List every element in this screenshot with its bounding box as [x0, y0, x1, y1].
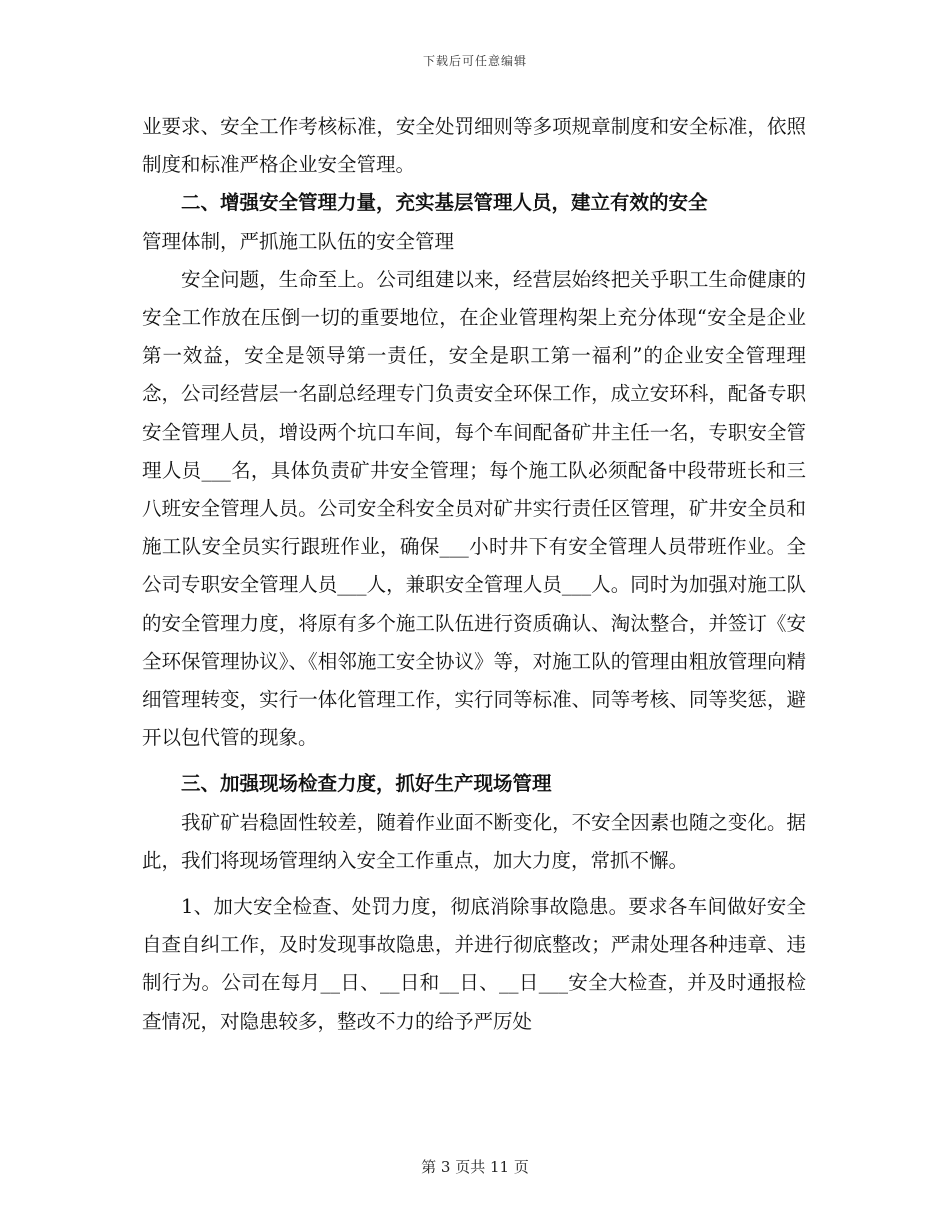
- section-heading-2-continuation: 管理体制，严抓施工队伍的安全管理: [142, 229, 455, 253]
- page-header: 下载后可任意编辑: [422, 54, 527, 68]
- document-body: [142, 108, 806, 1041]
- section-heading-3: 三、加强现场检查力度，抓好生产现场管理: [181, 772, 552, 796]
- paragraph-site-conditions: 我矿矿岩稳固性较差，随着作业面不断变化，不安全因素也随之变化。据此，我们将现场管理纳入安全工作重点，加大力度，常抓不懈。: [142, 810, 806, 872]
- paragraph-safety-management: 安全问题，生命至上。公司组建以来，经营层始终把关乎职工生命健康的安全工作放在压倒一切的重要地位，在企业管理构架上充分体现“安全是企业第一效益，安全是领导第一责任，安全是职工第一福利”的企业安全管理理念，公司经营层一名副总经理专门负责安全环保工作，成立安环科，配备专职安全管理人员，增设两个坑口车间，每个车间配备矿井主任一名，专职安全管理人员___名，具体负责矿井安全管理；每个施工队必须配备中段带班长和三八班安全管理人员。公司安全科安全员对矿井实行责任区管理，矿井安全员和施工队安全员实行跟班作业，确保___小时井下有安全管理人员带班作业。全公司专职安全管理人员___人，兼职安全管理人员___人。同时为加强对施工队的安全管理力度，将原有多个施工队伍进行资质确认、淘汰整合，并签订《安全环保管理协议》、《相邻施工安全协议》等，对施工队的管理由粗放管理向精细管理转变，实行一体化管理工作，实行同等标准、同等考核、同等奖惩，避开以包代管的现象。: [142, 267, 806, 750]
- paragraph-inspection-item-1: 1、加大安全检查、处罚力度，彻底消除事故隐患。要求各车间做好安全自查自纠工作，及时发现事故隐患，并进行彻底整改；严肃处理各种违章、违制行为。公司在每月__日、__日和__日、__日___安全大检查，并及时通报检查情况，对隐患较多，整改不力的给予严厉处: [142, 895, 806, 1033]
- section-heading-2: 二、增强安全管理力量，充实基层管理人员，建立有效的安全: [181, 191, 708, 215]
- page-footer: 第 3 页共 11 页: [421, 1158, 529, 1176]
- paragraph-continuation: 业要求、安全工作考核标准，安全处罚细则等多项规章制度和安全标准，依照制度和标准严格企业安全管理。: [142, 115, 806, 177]
